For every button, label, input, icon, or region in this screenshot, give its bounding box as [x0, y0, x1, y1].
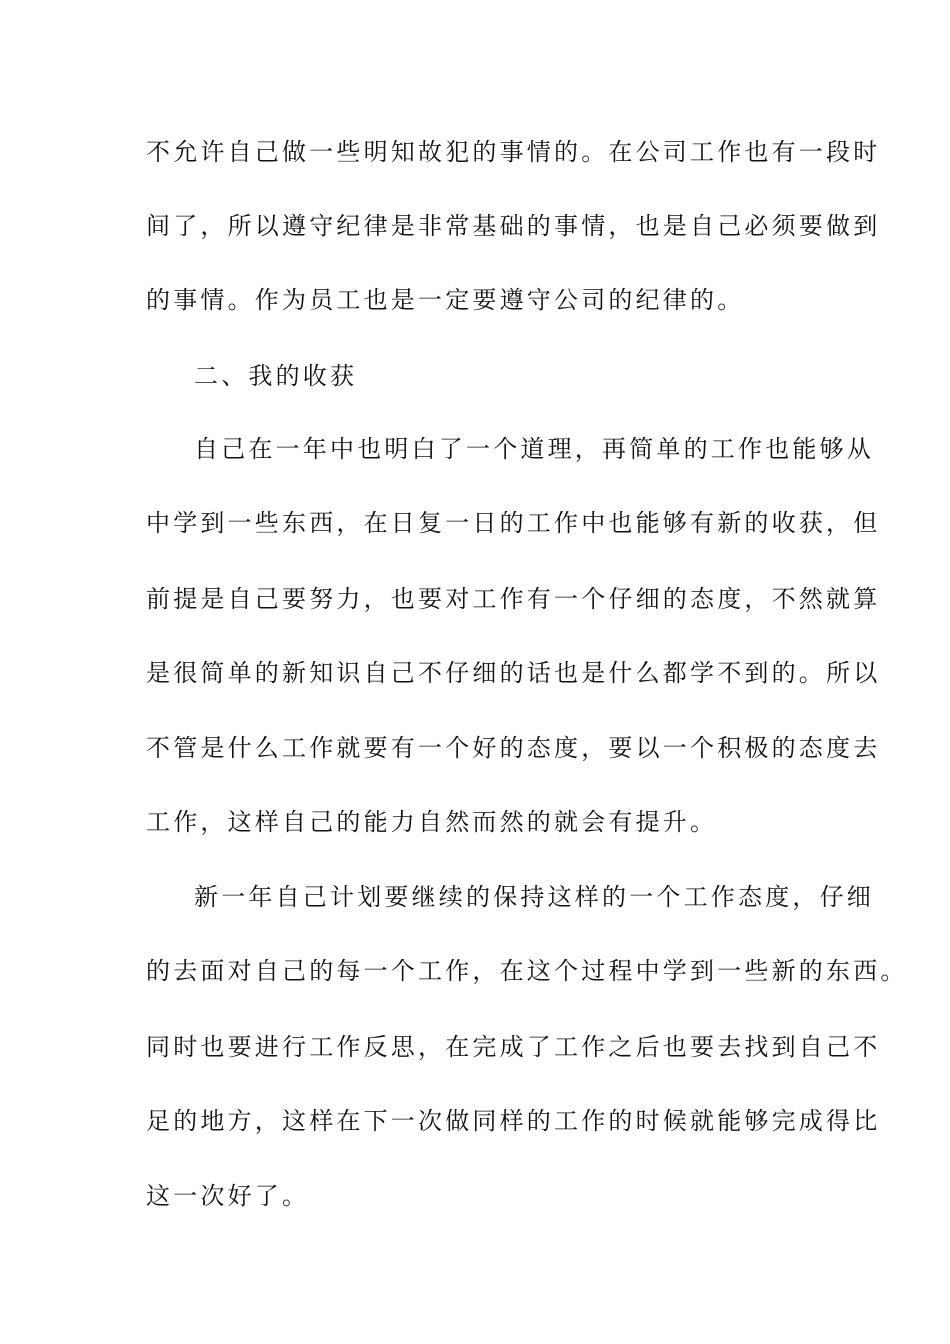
paragraph-3-line-1: 新一年自己计划要继续的保持这样的一个工作态度，仔细 — [194, 883, 874, 911]
paragraph-1-line-2: 间了，所以遵守纪律是非常基础的事情，也是自己必须要做到 — [146, 212, 881, 240]
paragraph-2-line-5: 不管是什么工作就要有一个好的态度，要以一个积极的态度去 — [146, 734, 881, 762]
paragraph-2-line-3: 前提是自己要努力，也要对工作有一个仔细的态度，不然就算 — [146, 585, 881, 613]
paragraph-3-line-4: 足的地方，这样在下一次做同样的工作的时候就能够完成得比 — [146, 1107, 881, 1135]
paragraph-1-line-3: 的事情。作为员工也是一定要遵守公司的纪律的。 — [146, 286, 745, 314]
section-heading: 二、我的收获 — [194, 362, 358, 390]
paragraph-2-line-2: 中学到一些东西，在日复一日的工作中也能够有新的收获，但 — [146, 509, 881, 537]
paragraph-3-line-3: 同时也要进行工作反思，在完成了工作之后也要去找到自己不 — [146, 1033, 881, 1061]
paragraph-2-line-1: 自己在一年中也明白了一个道理，再简单的工作也能够从 — [194, 435, 874, 463]
paragraph-3-line-2: 的去面对自己的每一个工作，在这个过程中学到一些新的东西。 — [146, 957, 908, 985]
paragraph-3-line-5: 这一次好了。 — [146, 1182, 310, 1210]
paragraph-2-line-6: 工作，这样自己的能力自然而然的就会有提升。 — [146, 808, 718, 836]
paragraph-2-line-4: 是很简单的新知识自己不仔细的话也是什么都学不到的。所以 — [146, 659, 881, 687]
paragraph-1-line-1: 不允许自己做一些明知故犯的事情的。在公司工作也有一段时 — [146, 138, 881, 166]
